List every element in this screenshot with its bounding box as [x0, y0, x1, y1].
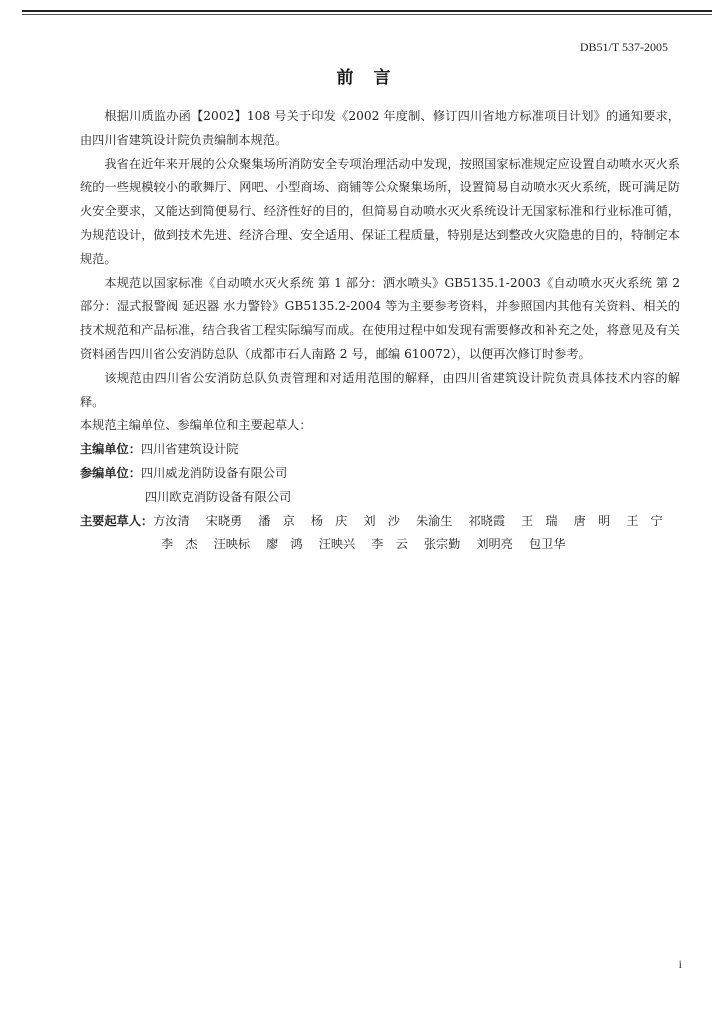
document-code: DB51/T 537-2005 — [579, 40, 668, 54]
drafters-row-1 — [80, 510, 680, 534]
drafters-label: 主要起草人： — [80, 513, 154, 528]
paragraph-3: 本规范以国家标准《自动喷水灭火系统 第 1 部分：洒水喷头》GB5135.1-2003《自动喷水灭火系统 第 2 部分：湿式报警阀 延迟器 水力警铃》GB5135.2-2004 等为主要参考资料，并参照国内其他有关资料、相关的技术规范和产品标准，结合我省工程实际编写而成。在使用过程中如发现有需要修改和补充之处，将意见及有关资料函告四川省公安消防总队（成都市石人南路 2 号，邮编 610072），以便再次修订时参考。 — [80, 275, 680, 361]
drafter-name: 王 瑞 — [521, 513, 558, 528]
participating-unit-value: 四川威龙消防设备有限公司 — [140, 465, 288, 480]
page-number: i — [678, 957, 682, 971]
paragraph-4: 该规范由四川省公安消防总队负责管理和对适用范围的解释，由四川省建筑设计院负责具体技术内容的解释。 — [80, 370, 680, 409]
chief-unit-value: 四川省建筑设计院 — [140, 442, 239, 457]
drafter-name: 刘 沙 — [363, 513, 400, 528]
drafters-row-2 — [80, 533, 680, 557]
drafter-name: 杨 庆 — [310, 513, 348, 528]
top-border-rule-thin — [22, 14, 712, 15]
drafter-name: 张宗勤 — [423, 537, 461, 552]
document-body — [80, 105, 680, 557]
drafter-name: 潘 京 — [258, 513, 295, 528]
chief-unit-line — [80, 438, 680, 462]
drafter-name: 李 云 — [371, 537, 408, 552]
participating-unit-label: 参编单位： — [80, 465, 141, 480]
drafter-name: 祁晓霞 — [468, 513, 506, 528]
drafter-name: 刘明亮 — [476, 537, 513, 552]
drafter-name: 汪映兴 — [318, 537, 356, 552]
participating-unit-line-2 — [80, 486, 680, 510]
top-border-rule — [22, 10, 712, 12]
drafter-name: 朱渝生 — [415, 513, 453, 528]
drafter-name: 汪映标 — [213, 537, 251, 552]
participating-unit-value: 四川欧克消防设备有限公司 — [145, 489, 292, 504]
drafter-name: 包卫华 — [528, 537, 566, 552]
drafter-name: 唐 明 — [573, 513, 611, 528]
drafter-name: 李 杰 — [161, 537, 198, 552]
paragraph-1: 根据川质监办函【2002】108 号关于印发《2002 年度制、修订四川省地方标准项目计划》的通知要求，由四川省建筑设计院负责编制本规范。 — [80, 109, 680, 147]
units-intro-line: 本规范主编单位、参编单位和主要起草人： — [80, 418, 312, 433]
page-title: 前言 — [336, 68, 411, 88]
drafter-names — [153, 510, 680, 534]
drafter-name: 廖 鸿 — [266, 537, 303, 552]
participating-unit-line-1 — [80, 462, 680, 486]
drafter-name: 王 宁 — [626, 513, 663, 528]
drafter-name: 方汝清 — [153, 513, 190, 528]
drafter-name: 宋晓勇 — [205, 513, 243, 528]
chief-unit-label: 主编单位： — [80, 442, 141, 457]
paragraph-2: 我省在近年来开展的公众聚集场所消防安全专项治理活动中发现，按照国家标准规定应设置自动喷水灭火系统的一些规模较小的歌舞厅、网吧、小型商场、商铺等公众聚集场所，设置简易自动喷水灭火系统，既可满足防火安全要求，又能达到简便易行、经济性好的目的，但简易自动喷水灭火系统设计无国家标准和行业标准可循，为规范设计，做到技术先进、经济合理、安全适用、保证工程质量，特别是达到整改火灾隐患的目的，特制定本规范。 — [80, 156, 680, 266]
